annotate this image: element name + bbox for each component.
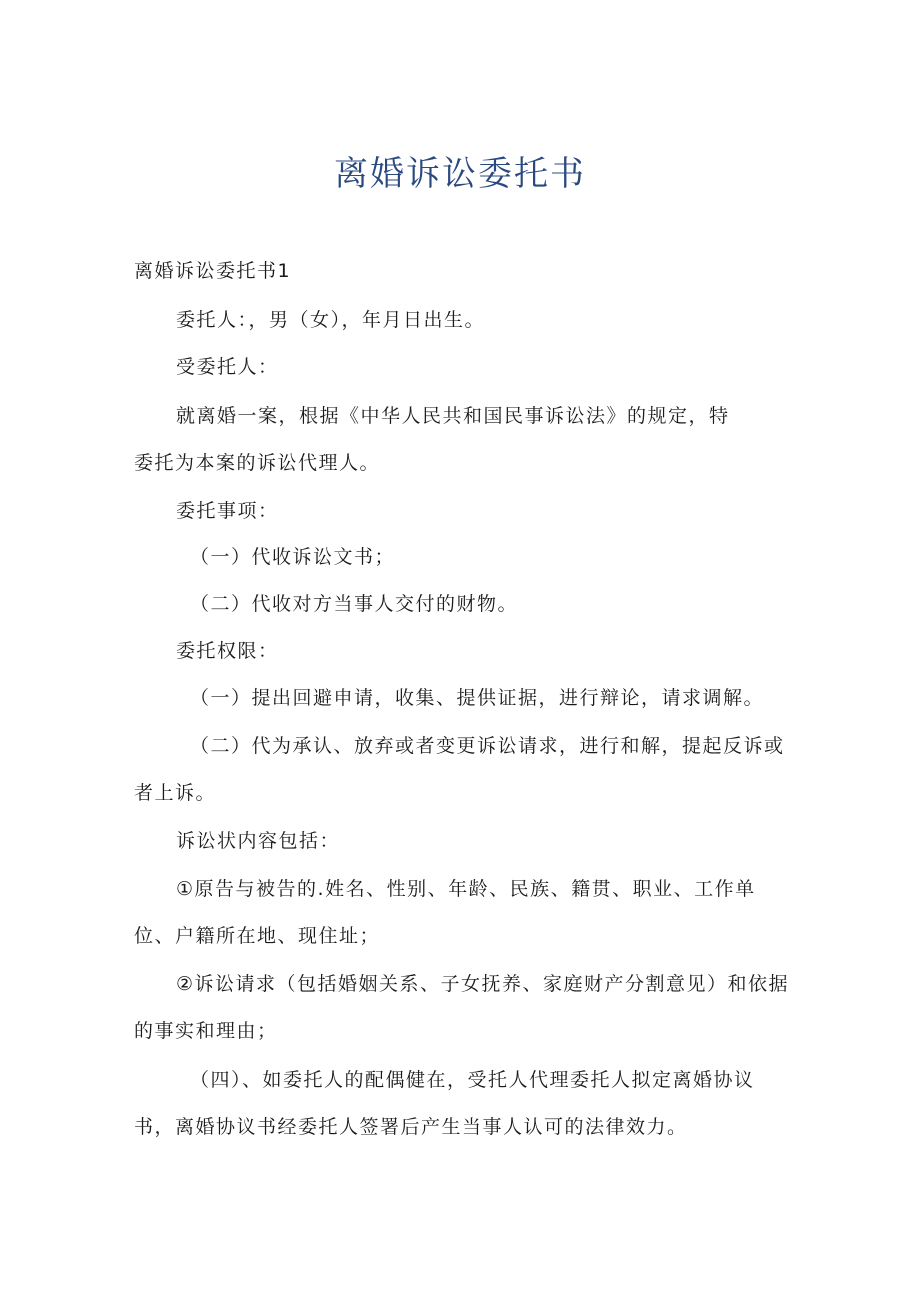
- matter-item-2: （二）代收对方当事人交付的财物。: [190, 593, 519, 615]
- paragraph-agent: 受委托人：: [176, 356, 279, 378]
- matter-item-1: （一）代收诉讼文书；: [190, 546, 396, 568]
- document-title: 离婚诉讼委托书: [334, 154, 586, 194]
- heading-complaint-contents: 诉讼状内容包括：: [176, 830, 341, 852]
- heading-entrusted-authority: 委托权限：: [176, 640, 279, 662]
- content-item-2-line-1: ②诉讼请求（包括婚姻关系、子女抚养、家庭财产分割意见）和依据: [176, 973, 790, 995]
- clause-four-line-2: 书，离婚协议书经委托人签署后产生当事人认可的法律效力。: [134, 1116, 688, 1138]
- section-heading: 离婚诉讼委托书1: [134, 260, 292, 282]
- paragraph-case-line-2: 委托为本案的诉讼代理人。: [134, 452, 381, 474]
- authority-item-1: （一）提出回避申请，收集、提供证据，进行辩论，请求调解。: [190, 687, 765, 709]
- paragraph-principal: 委托人：，男（女），年月日出生。: [176, 309, 486, 331]
- clause-four-line-1: （四）、如委托人的配偶健在，受托人代理委托人拟定离婚协议: [190, 1069, 755, 1091]
- content-item-1-line-2: 位、户籍所在地、现住址；: [134, 925, 381, 947]
- authority-item-2-line-2: 者上诉。: [134, 782, 217, 804]
- heading-entrusted-matters: 委托事项：: [176, 500, 279, 522]
- content-item-2-line-2: 的事实和理由；: [134, 1020, 278, 1042]
- authority-item-2-line-1: （二）代为承认、放弃或者变更诉讼请求，进行和解，提起反诉或: [190, 735, 785, 757]
- content-item-1-line-1: ①原告与被告的.姓名、性别、年龄、民族、籍贯、职业、工作单: [176, 878, 756, 900]
- paragraph-case-line-1: 就离婚一案，根据《中华人民共和国民事诉讼法》的规定，特: [176, 405, 730, 427]
